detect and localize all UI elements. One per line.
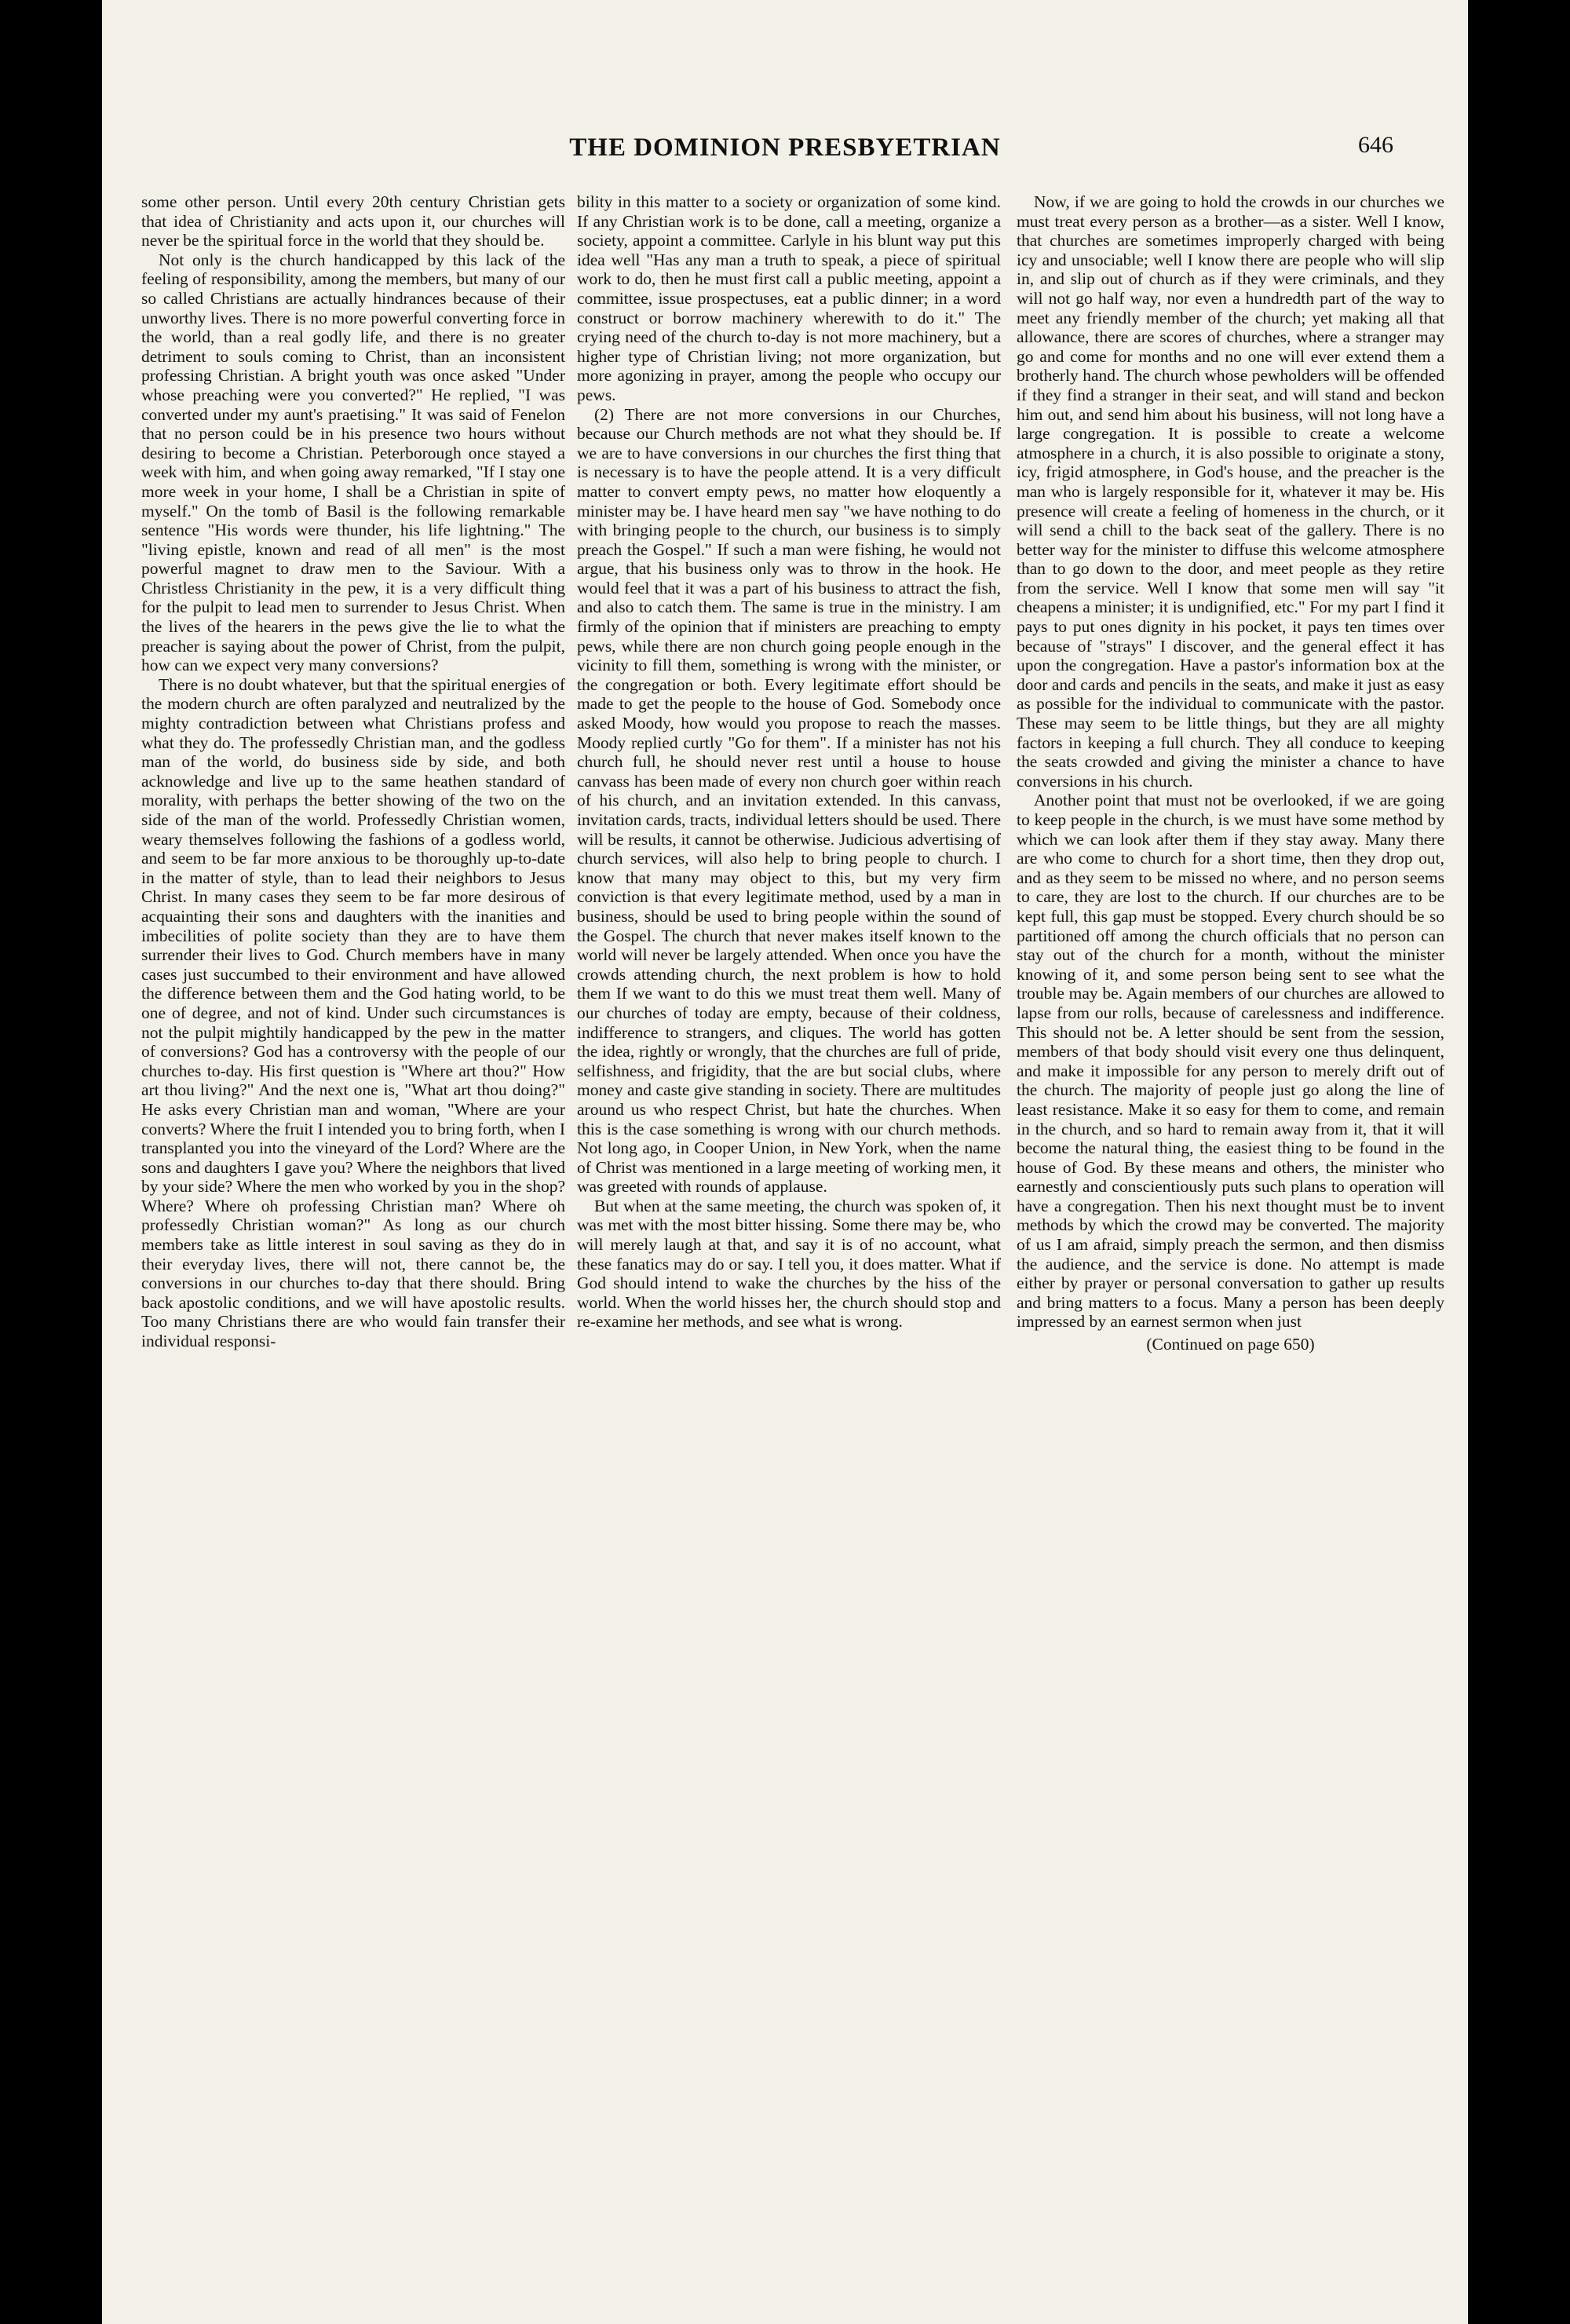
paragraph: Another point that must not be overlooked, if we are going to keep people in the church, is we must have some method by which we can look after them if they stay away. Many there are who come to church for a short time, then they drop out, and as they seem to be missed no where, and no person seems to care, they are lost to the church. If our churches are to be kept full, this gap must be stopped. Every church should be so partitioned off among the church officials that no person can stay out of the church for a month, without the minister knowing of it, and some person being sent to see what the trouble may be. Again members of our churches are allowed to lapse from our rolls, because of carelessness and indifference. This should not be. A letter should be sent from the session, members of that body should visit every one thus delinquent, and make it impossible for any person to merely drift out of the church. The majority of people just go along the line of least resistance. Make it so easy for them to come, and remain in the church, and so hard to remain away from it, that it will become the natural thing, the easiest thing to be found in the house of God. By these means and others, the minister who earnestly and conscientiously puts such plans to operation will have a congregation. Then his next thought must be to invent methods by which the crowd may be converted. The majority of us I am afraid, simply preach the sermon, and then dismiss the audience, and the service is done. No attempt is made either by prayer or personal conversation to gather up results and bring matters to a focus. Many a person has been deeply impressed by an earnest sermon when just	[1017, 791, 1444, 1332]
paragraph: But when at the same meeting, the church was spoken of, it was met with the most bitter hissing. Some there may be, who will merely laugh at that, and say it is of no account, what these fanatics may do or say. I tell you, it does matter. What if God should intend to wake the churches by the hiss of the world. When the world hisses her, the church should stop and re-examine her methods, and see what is wrong.	[577, 1196, 1001, 1332]
paragraph: There is no doubt whatever, but that the spiritual energies of the modern church are often paralyzed and neutralized by the mighty contradiction between what Christians profess and what they do. The professedly Christian man, and the godless man of the world, do business side by side, and both acknowledge and live up to the same heathen standard of morality, with perhaps the better showing of the two on the side of the man of the world. Professedly Christian women, weary themselves following the fashions of a godless world, and seem to be far more anxious to be thoroughly up-to-date in the matter of style, than to lead their neighbors to Jesus Christ. In many cases they seem to be far more desirous of acquainting their sons and daughters with the inanities and imbecilities of polite society than they are to have them surrender their lives to God. Church members have in many cases just succumbed to their environment and have allowed the difference between them and the God hating world, to be one of degree, and not of kind. Under such circumstances is not the pulpit mightily handicapped by the pew in the matter of conversions? God has a controversy with the people of our churches to-day. His first question is "Where art thou?" How art thou living?" And the next one is, "What art thou doing?" He asks every Christian man and woman, "Where are your converts? Where the fruit I intended you to bring forth, when I transplanted you into the vineyard of the Lord? Where are the sons and daughters I gave you? Where the neighbors that lived by your side? Where the men who worked by you in the shop? Where? Where oh professing Christian man? Where oh professedly Christian woman?" As long as our church members take as little interest in soul saving as they do in their everyday lives, there will not, there cannot be, the conversions in our churches to-day that there should. Bring back apostolic conditions, and we will have apostolic results. Too many Christians there are who would fain transfer their individual responsi-	[141, 674, 565, 1351]
paragraph: bility in this matter to a society or organization of some kind. If any Christian work is to be done, call a meeting, organize a society, appoint a committee. Carlyle in his blunt way put this idea well "Has any man a truth to speak, a piece of spiritual work to do, then he must first call a public meeting, appoint a committee, issue prospectuses, eat a public dinner; in a word construct or borrow machinery wherewith to do it." The crying need of the church to-day is not more machinery, but a higher type of Christian living; not more organization, but more agonizing in prayer, among the people who occupy our pews.	[577, 192, 1001, 404]
article-column-1	[141, 192, 565, 1351]
article-column-2	[577, 192, 1001, 1332]
continued-note: (Continued on page 650)	[1146, 1335, 1315, 1354]
publication-title: THE DOMINION PRESBYETRIAN	[569, 133, 1001, 162]
paragraph: (2) There are not more conversions in our Churches, because our Church methods are not what they should be. If we are to have conversions in our churches the first thing that is necessary is to have the people attend. It is a very difficult matter to convert empty pews, no matter how eloquently a minister may be. I have heard men say "we have nothing to do with bringing people to the church, our business is to simply preach the Gospel." If such a man were fishing, he would not argue, that his business only was to throw in the hook. He would feel that it was a part of his business to attract the fish, and also to catch them. The same is true in the ministry. I am firmly of the opinion that if ministers are preaching to empty pews, while there are non church going people enough in the vicinity to fill them, something is wrong with the minister, or the congregation or both. Every legitimate effort should be made to get the people to the house of God. Somebody once asked Moody, how would you propose to reach the masses. Moody replied curtly "Go for them". If a minister has not his church full, he should never rest until a house to house canvass has been made of every non church goer within reach of his church, and an invitation extended. In this canvass, invitation cards, tracts, individual letters should be used. There will be results, it cannot be otherwise. Judicious advertising of church services, will also help to bring people to church. I know that many may object to this, but my very firm conviction is that every legitimate method, used by a man in business, should be used to bring people within the sound of the Gospel. The church that never makes itself known to the world will never be largely attended. When once you have the crowds attending church, the next problem is how to hold them If we want to do this we must treat them well. Many of our churches of today are empty, because of their coldness, indifference to strangers, and cliques. The world has gotten the idea, rightly or wrongly, that the churches are full of pride, selfishness, and frigidity, that the are but social clubs, where money and caste give standing in society. There are multitudes around us who respect Christ, but hate the churches. When this is the case something is wrong with our church methods. Not long ago, in Cooper Union, in New York, when the name of Christ was mentioned in a large meeting of working men, it was greeted with rounds of applause.	[577, 404, 1001, 1197]
article-column-3	[1017, 192, 1444, 1354]
paragraph: some other person. Until every 20th century Christian gets that idea of Christianity and acts upon it, our churches will never be the spiritual force in the world that they should be.	[141, 192, 565, 250]
paragraph: Now, if we are going to hold the crowds in our churches we must treat every person as a brother—as a sister. Well I know, that churches are sometimes improperly charged with being icy and unsociable; well I know there are people who will slip in, and slip out of church as if they were criminals, and they will not go half way, nor even a hundredth part of the way to meet any friendly member of the church; yet making all that allowance, there are scores of churches, where a stranger may go and come for months and no one will ever extend them a brotherly hand. The church whose pewholders will be offended if they find a stranger in their seat, and will stand and beckon him out, and send him about his business, will not long have a large congregation. It is possible to create a welcome atmosphere in a church, it is also possible to originate a stony, icy, frigid atmosphere, in God's house, and the preacher is the man who is largely responsible for it, whatever it may be. His presence will create a feeling of homeness in the church, or it will send a chill to the back seat of the gallery. There is no better way for the minister to diffuse this welcome atmosphere than to go down to the door, and meet people as they retire from the service. Well I know that some men will say "it cheapens a minister; it is undignified, etc." For my part I find it pays to put ones dignity in his pocket, it pays ten times over because of "strays" I discover, and the general effect it has upon the congregation. Have a pastor's information box at the door and cards and pencils in the seats, and make it just as easy as possible for the individual to communicate with the pastor. These may seem to be little things, but they are all mighty factors in keeping a full church. They all conduce to keeping the seats crowded and giving the minister a chance to have conversions in his church.	[1017, 192, 1444, 791]
newspaper-page	[102, 0, 1468, 2324]
page-number: 646	[1358, 132, 1393, 158]
paragraph: Not only is the church handicapped by this lack of the feeling of responsibility, among the members, but many of our so called Christians are actually hindrances because of their unworthy lives. There is no more powerful converting force in the world, than a real godly life, and there is no greater detriment to souls coming to Christ, than an inconsistent professing Christian. A bright youth was once asked "Under whose preaching were you converted?" He replied, "I was converted under my aunt's praetising." It was said of Fenelon that no person could be in his presence two hours without desiring to become a Christian. Peterborough once stayed a week with him, and when going away remarked, "If I stay one more week in your home, I shall be a Christian in spite of myself." On the tomb of Basil is the following remarkable sentence "His words were thunder, his life lightning." The "living epistle, known and read of all men" is the most powerful magnet to draw men to the Saviour. With a Christless Christianity in the pew, it is a very difficult thing for the pulpit to lead men to surrender to Jesus Christ. When the lives of the hearers in the pews give the lie to what the preacher is saying about the power of Christ, from the pulpit, how can we expect very many conversions?	[141, 250, 565, 675]
